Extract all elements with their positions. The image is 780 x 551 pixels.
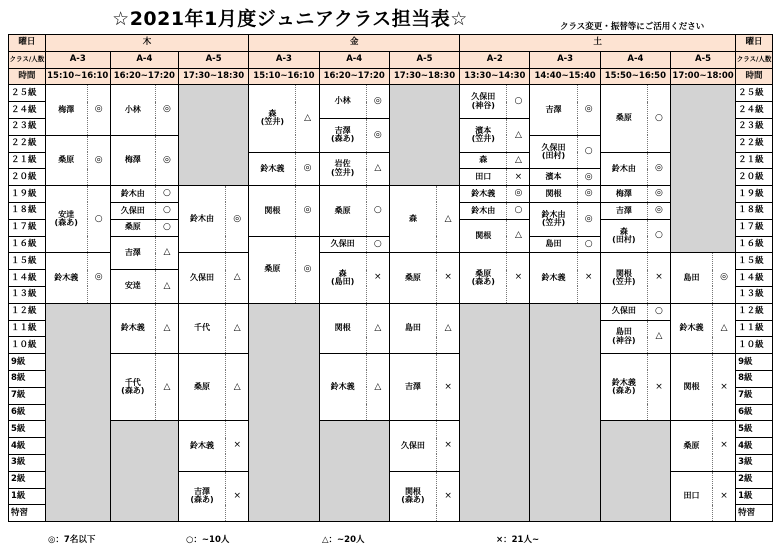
level-row xyxy=(9,421,773,438)
instructor-name: 鈴木義 (森あ) xyxy=(600,354,647,421)
instructor-name: 森 xyxy=(460,152,507,169)
class-header: A-5 xyxy=(389,51,459,68)
empty-slot xyxy=(530,303,600,521)
instructor-name: 梅澤 xyxy=(45,85,87,135)
level-label-right: １２級 xyxy=(736,303,773,320)
capacity-mark: △ xyxy=(366,354,389,421)
instructor-name: 関根 xyxy=(249,186,296,236)
level-label: 1級 xyxy=(9,488,46,505)
capacity-mark: △ xyxy=(155,303,178,353)
legend-item: ○：~10人 xyxy=(186,535,230,545)
level-label-right: 2級 xyxy=(736,471,773,488)
capacity-mark: ○ xyxy=(577,236,600,253)
capacity-mark: △ xyxy=(712,303,735,353)
level-row xyxy=(9,354,773,371)
instructor-name: 濱本 (笠井) xyxy=(460,118,507,152)
instructor-name: 鈴木義 xyxy=(671,303,713,353)
capacity-mark: ◎ xyxy=(712,253,735,303)
instructor-name: 桑原 xyxy=(249,236,296,303)
instructor-name: 鈴木義 xyxy=(110,303,155,353)
capacity-mark: ◎ xyxy=(366,85,389,119)
instructor-name: 安逹 (森あ) xyxy=(45,186,87,253)
instructor-name: 桑原 xyxy=(600,85,647,152)
capacity-mark: ◎ xyxy=(577,85,600,135)
level-label-right: １５級 xyxy=(736,253,773,270)
level-label-right: 8級 xyxy=(736,370,773,387)
level-label: 9級 xyxy=(9,354,46,371)
capacity-mark: △ xyxy=(437,303,460,353)
capacity-mark: ○ xyxy=(155,202,178,219)
instructor-name: 島田 xyxy=(671,253,713,303)
level-row xyxy=(9,303,773,320)
level-label: 6級 xyxy=(9,404,46,421)
instructor-name: 関根 (笠井) xyxy=(600,253,647,303)
level-label: １６級 xyxy=(9,236,46,253)
capacity-mark: ○ xyxy=(366,236,389,253)
instructor-name: 千代 (森あ) xyxy=(110,354,155,421)
empty-slot xyxy=(249,303,319,521)
class-label: クラス/人数 xyxy=(9,51,46,68)
level-label-right: 9級 xyxy=(736,354,773,371)
level-label: １０級 xyxy=(9,337,46,354)
instructor-name: 鈴木義 xyxy=(178,421,225,471)
level-label: ２１級 xyxy=(9,152,46,169)
level-label: ２５級 xyxy=(9,85,46,102)
time-header: 17:00~18:00 xyxy=(671,68,736,85)
empty-slot xyxy=(45,303,110,521)
instructor-name: 関根 xyxy=(460,219,507,253)
instructor-name: 久保田 xyxy=(178,253,225,303)
instructor-name: 梅澤 xyxy=(600,186,647,203)
capacity-mark: ○ xyxy=(87,186,110,253)
empty-slot xyxy=(460,303,530,521)
capacity-mark: × xyxy=(437,421,460,471)
instructor-name: 森 (田村) xyxy=(600,219,647,253)
class-header: A-3 xyxy=(249,51,319,68)
empty-slot xyxy=(110,421,178,522)
level-label: １５級 xyxy=(9,253,46,270)
instructor-name: 岩佐 (笠井) xyxy=(319,152,366,186)
capacity-mark: △ xyxy=(226,253,249,303)
day-sat: 土 xyxy=(460,35,736,52)
capacity-mark: ◎ xyxy=(296,236,319,303)
capacity-mark: × xyxy=(437,253,460,303)
instructor-name: 関根 (森あ) xyxy=(389,471,436,521)
instructor-name: 森 (笠井) xyxy=(249,85,296,152)
level-label: 特習 xyxy=(9,505,46,522)
level-label: 8級 xyxy=(9,370,46,387)
page-title: ☆2021年1月度ジュニアクラス担当表☆ xyxy=(112,8,468,30)
capacity-mark: × xyxy=(226,421,249,471)
instructor-name: 濱本 xyxy=(530,169,577,186)
capacity-mark: △ xyxy=(647,320,670,354)
instructor-name: 島田 (神谷) xyxy=(600,320,647,354)
instructor-name: 鈴木由 xyxy=(178,186,225,253)
capacity-mark: △ xyxy=(507,118,530,152)
instructor-name: 安逹 xyxy=(110,270,155,304)
level-label: １９級 xyxy=(9,186,46,203)
capacity-mark: ○ xyxy=(155,186,178,203)
instructor-name: 小林 xyxy=(319,85,366,119)
capacity-mark: ◎ xyxy=(226,186,249,253)
capacity-mark: ○ xyxy=(647,303,670,320)
level-label-right: １１級 xyxy=(736,320,773,337)
day-label-right: 曜日 xyxy=(736,35,773,52)
capacity-mark: △ xyxy=(155,236,178,270)
level-label-right: ２１級 xyxy=(736,152,773,169)
capacity-mark: ◎ xyxy=(87,135,110,185)
legend-item: △：~20人 xyxy=(322,535,365,545)
instructor-name: 関根 xyxy=(319,303,366,353)
usage-note: クラス変更・振替等にご活用ください xyxy=(560,22,705,32)
time-header: 13:30~14:30 xyxy=(460,68,530,85)
capacity-mark: × xyxy=(226,471,249,521)
instructor-name: 森 (島田) xyxy=(319,253,366,303)
instructor-name: 鈴木由 xyxy=(460,202,507,219)
instructor-name: 桑原 xyxy=(319,186,366,236)
time-header: 15:50~16:50 xyxy=(600,68,670,85)
capacity-mark: ◎ xyxy=(647,152,670,186)
level-label-right: １０級 xyxy=(736,337,773,354)
level-label-right: 5級 xyxy=(736,421,773,438)
instructor-name: 桑原 (森あ) xyxy=(460,253,507,303)
capacity-mark: ◎ xyxy=(155,135,178,185)
instructor-name: 吉澤 xyxy=(600,202,647,219)
capacity-mark: ◎ xyxy=(155,85,178,135)
instructor-name: 桑原 xyxy=(178,354,225,421)
time-header: 14:40~15:40 xyxy=(530,68,600,85)
day-fri: 金 xyxy=(249,35,460,52)
level-label: 3級 xyxy=(9,454,46,471)
class-row xyxy=(9,51,773,68)
instructor-name: 久保田 xyxy=(319,236,366,253)
capacity-mark: × xyxy=(437,471,460,521)
instructor-name: 久保田 xyxy=(600,303,647,320)
instructor-name: 吉澤 xyxy=(110,236,155,270)
instructor-name: 吉澤 xyxy=(530,85,577,135)
capacity-mark: ◎ xyxy=(296,186,319,236)
instructor-name: 鈴木由 xyxy=(600,152,647,186)
class-header: A-3 xyxy=(530,51,600,68)
instructor-name: 鈴木義 xyxy=(460,186,507,203)
instructor-name: 田口 xyxy=(460,169,507,186)
level-label-right: 6級 xyxy=(736,404,773,421)
capacity-mark: ○ xyxy=(507,85,530,119)
level-label: ２０級 xyxy=(9,169,46,186)
instructor-name: 千代 xyxy=(178,303,225,353)
capacity-mark: ◎ xyxy=(647,202,670,219)
capacity-mark: ◎ xyxy=(647,186,670,203)
level-label-right: 4級 xyxy=(736,438,773,455)
capacity-mark: ○ xyxy=(647,219,670,253)
level-label: １８級 xyxy=(9,202,46,219)
level-row xyxy=(9,85,773,102)
instructor-name: 鈴木義 xyxy=(45,253,87,303)
legend-item: ◎：7名以下 xyxy=(48,535,96,545)
instructor-name: 田口 xyxy=(671,471,713,521)
capacity-mark: × xyxy=(647,354,670,421)
capacity-mark: ○ xyxy=(366,186,389,236)
level-label: 5級 xyxy=(9,421,46,438)
class-header: A-5 xyxy=(671,51,736,68)
class-header: A-2 xyxy=(460,51,530,68)
capacity-mark: △ xyxy=(507,219,530,253)
level-label: ２３級 xyxy=(9,118,46,135)
time-header: 17:30~18:30 xyxy=(389,68,459,85)
capacity-mark: △ xyxy=(226,303,249,353)
capacity-mark: ○ xyxy=(647,85,670,152)
instructor-name: 久保田 xyxy=(389,421,436,471)
capacity-mark: △ xyxy=(226,354,249,421)
instructor-name: 鈴木義 xyxy=(319,354,366,421)
instructor-name: 吉澤 (森あ) xyxy=(319,118,366,152)
level-label-right: 7級 xyxy=(736,387,773,404)
capacity-mark: ○ xyxy=(155,219,178,236)
empty-slot xyxy=(319,421,389,522)
level-label-right: １８級 xyxy=(736,202,773,219)
capacity-mark: △ xyxy=(155,354,178,421)
capacity-mark: × xyxy=(647,253,670,303)
empty-slot xyxy=(671,85,736,253)
instructor-name: 梅澤 xyxy=(110,135,155,185)
level-label-right: １７級 xyxy=(736,219,773,236)
instructor-name: 久保田 (神谷) xyxy=(460,85,507,119)
legend-item: ×：21人~ xyxy=(496,535,540,545)
class-header: A-3 xyxy=(45,51,110,68)
capacity-mark: × xyxy=(366,253,389,303)
capacity-mark: △ xyxy=(437,186,460,253)
schedule-table xyxy=(8,34,773,522)
level-label: 4級 xyxy=(9,438,46,455)
capacity-mark: × xyxy=(712,421,735,471)
level-label: ２２級 xyxy=(9,135,46,152)
capacity-mark: △ xyxy=(366,152,389,186)
instructor-name: 桑原 xyxy=(45,135,87,185)
level-label-right: ２５級 xyxy=(736,85,773,102)
level-label: 2級 xyxy=(9,471,46,488)
level-label-right: ２３級 xyxy=(736,118,773,135)
instructor-name: 鈴木由 (笠井) xyxy=(530,202,577,236)
instructor-name: 鈴木義 xyxy=(249,152,296,186)
time-label: 時間 xyxy=(9,68,46,85)
instructor-name: 久保田 (田村) xyxy=(530,135,577,169)
time-header: 16:20~17:20 xyxy=(319,68,389,85)
day-label: 曜日 xyxy=(9,35,46,52)
level-label: １１級 xyxy=(9,320,46,337)
capacity-mark: ○ xyxy=(577,135,600,169)
level-label-right: ２２級 xyxy=(736,135,773,152)
capacity-mark: × xyxy=(507,169,530,186)
time-header: 16:20~17:20 xyxy=(110,68,178,85)
class-header: A-4 xyxy=(110,51,178,68)
capacity-mark: △ xyxy=(366,303,389,353)
level-label-right: １９級 xyxy=(736,186,773,203)
level-rows xyxy=(9,85,773,522)
instructor-name: 桑原 xyxy=(110,219,155,236)
empty-slot xyxy=(178,85,248,186)
empty-slot xyxy=(389,85,459,186)
instructor-name: 吉澤 xyxy=(389,354,436,421)
capacity-mark: △ xyxy=(296,85,319,152)
time-header: 15:10~16:10 xyxy=(45,68,110,85)
instructor-name: 桑原 xyxy=(389,253,436,303)
level-label-right: 3級 xyxy=(736,454,773,471)
instructor-name: 関根 xyxy=(530,186,577,203)
instructor-name: 関根 xyxy=(671,354,713,421)
instructor-name: 鈴木由 xyxy=(110,186,155,203)
capacity-mark: ○ xyxy=(507,202,530,219)
day-row xyxy=(9,35,773,52)
level-label: ２４級 xyxy=(9,102,46,119)
level-label-right: １３級 xyxy=(736,286,773,303)
level-label-right: １６級 xyxy=(736,236,773,253)
capacity-mark: ◎ xyxy=(507,186,530,203)
instructor-name: 森 xyxy=(389,186,436,253)
level-label-right: 1級 xyxy=(736,488,773,505)
capacity-mark: ◎ xyxy=(577,169,600,186)
time-header: 17:30~18:30 xyxy=(178,68,248,85)
capacity-mark: × xyxy=(712,471,735,521)
level-label-right: １４級 xyxy=(736,270,773,287)
capacity-mark: × xyxy=(577,253,600,303)
class-header: A-4 xyxy=(600,51,670,68)
level-label: １７級 xyxy=(9,219,46,236)
time-row xyxy=(9,68,773,85)
time-label-right: 時間 xyxy=(736,68,773,85)
class-label-right: クラス/人数 xyxy=(736,51,773,68)
class-header: A-5 xyxy=(178,51,248,68)
instructor-name: 小林 xyxy=(110,85,155,135)
instructor-name: 桑原 xyxy=(671,421,713,471)
capacity-mark: △ xyxy=(155,270,178,304)
level-label-right: 特習 xyxy=(736,505,773,522)
instructor-name: 鈴木義 xyxy=(530,253,577,303)
level-label-right: ２０級 xyxy=(736,169,773,186)
capacity-mark: ◎ xyxy=(577,186,600,203)
capacity-mark: ◎ xyxy=(87,85,110,135)
instructor-name: 島田 xyxy=(389,303,436,353)
instructor-name: 久保田 xyxy=(110,202,155,219)
level-label: １２級 xyxy=(9,303,46,320)
capacity-mark: △ xyxy=(507,152,530,169)
capacity-mark: × xyxy=(712,354,735,421)
capacity-mark: ◎ xyxy=(296,152,319,186)
capacity-mark: ◎ xyxy=(87,253,110,303)
capacity-mark: ◎ xyxy=(577,202,600,236)
level-label: １３級 xyxy=(9,286,46,303)
capacity-mark: × xyxy=(507,253,530,303)
instructor-name: 吉澤 (森あ) xyxy=(178,471,225,521)
instructor-name: 島田 xyxy=(530,236,577,253)
level-label: １４級 xyxy=(9,270,46,287)
empty-slot xyxy=(600,421,670,522)
day-thu: 木 xyxy=(45,35,249,52)
level-label: 7級 xyxy=(9,387,46,404)
level-row xyxy=(9,186,773,203)
capacity-mark: ◎ xyxy=(366,118,389,152)
capacity-mark: × xyxy=(437,354,460,421)
class-header: A-4 xyxy=(319,51,389,68)
time-header: 15:10~16:10 xyxy=(249,68,319,85)
level-label-right: ２４級 xyxy=(736,102,773,119)
